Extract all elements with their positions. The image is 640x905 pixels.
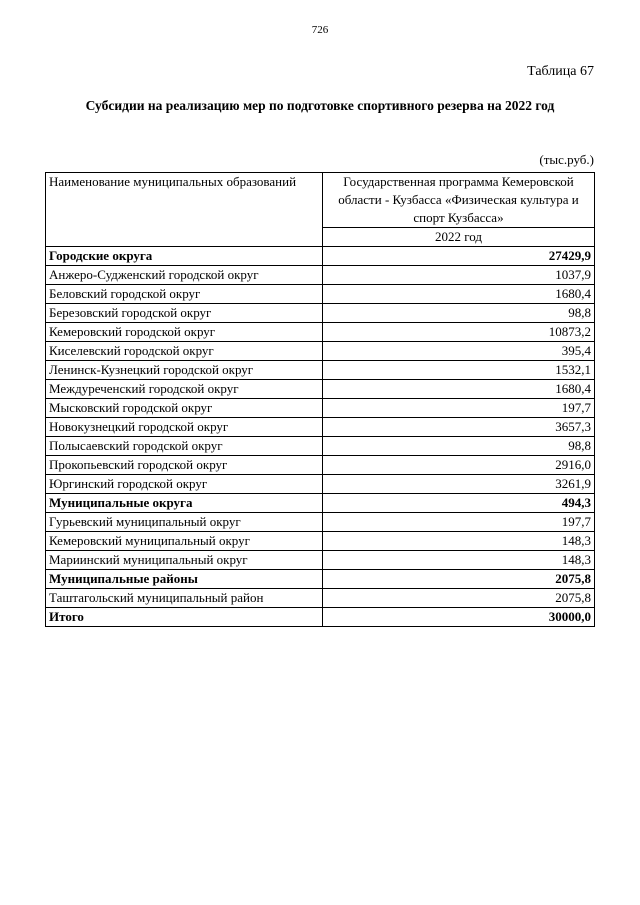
units-label: (тыс.руб.) [539, 152, 594, 167]
table-row [46, 380, 595, 399]
table-row [46, 266, 595, 285]
row-name-cell: Гурьевский муниципальный округ [46, 513, 323, 532]
table-row [46, 589, 595, 608]
table-group-row [46, 494, 595, 513]
row-name-cell: Городские округа [46, 247, 323, 266]
table-row [46, 437, 595, 456]
document-title: Субсидии на реализацию мер по подготовке спортивного резерва на 2022 год [85, 98, 555, 113]
page-number: 726 [311, 24, 329, 36]
row-value-cell: 197,7 [323, 399, 595, 418]
table-group-row [46, 570, 595, 589]
row-name-cell: Беловский городской округ [46, 285, 323, 304]
row-name-cell: Таштагольский муниципальный район [46, 589, 323, 608]
row-name-cell: Итого [46, 608, 323, 627]
row-name-cell: Анжеро-Судженский городской округ [46, 266, 323, 285]
row-name-cell: Междуреченский городской округ [46, 380, 323, 399]
row-name-cell: Кемеровский городской округ [46, 323, 323, 342]
subsidies-table [45, 172, 595, 627]
row-value-cell: 27429,9 [323, 247, 595, 266]
table-row [46, 532, 595, 551]
row-value-cell: 197,7 [323, 513, 595, 532]
table-row [46, 342, 595, 361]
row-name-cell: Киселевский городской округ [46, 342, 323, 361]
row-value-cell: 98,8 [323, 304, 595, 323]
row-value-cell: 2075,8 [323, 589, 595, 608]
row-value-cell: 1680,4 [323, 285, 595, 304]
table-row [46, 285, 595, 304]
row-value-cell: 3657,3 [323, 418, 595, 437]
row-value-cell: 3261,9 [323, 475, 595, 494]
header-name-column: Наименование муниципальных образований [46, 173, 323, 247]
row-name-cell: Муниципальные округа [46, 494, 323, 513]
row-value-cell: 148,3 [323, 551, 595, 570]
table-row [46, 456, 595, 475]
table-row [46, 475, 595, 494]
row-value-cell: 2916,0 [323, 456, 595, 475]
row-name-cell: Полысаевский городской округ [46, 437, 323, 456]
table-row [46, 399, 595, 418]
row-name-cell: Новокузнецкий городской округ [46, 418, 323, 437]
row-name-cell: Мариинский муниципальный округ [46, 551, 323, 570]
row-name-cell: Ленинск-Кузнецкий городской округ [46, 361, 323, 380]
row-value-cell: 10873,2 [323, 323, 595, 342]
table-row [46, 513, 595, 532]
row-value-cell: 494,3 [323, 494, 595, 513]
row-value-cell: 1532,1 [323, 361, 595, 380]
header-year-column: 2022 год [323, 228, 595, 247]
row-name-cell: Березовский городской округ [46, 304, 323, 323]
table-group-row [46, 247, 595, 266]
row-value-cell: 2075,8 [323, 570, 595, 589]
row-name-cell: Мысковский городской округ [46, 399, 323, 418]
table-row [46, 551, 595, 570]
table-group-row [46, 608, 595, 627]
table-row [46, 361, 595, 380]
row-value-cell: 148,3 [323, 532, 595, 551]
row-name-cell: Юргинский городской округ [46, 475, 323, 494]
header-program-column: Государственная программа Кемеровской области - Кузбасса «Физическая культура и спорт Кузбасса» [323, 173, 595, 228]
table-caption: Таблица 67 [527, 64, 594, 79]
row-name-cell: Прокопьевский городской округ [46, 456, 323, 475]
row-value-cell: 1037,9 [323, 266, 595, 285]
row-value-cell: 98,8 [323, 437, 595, 456]
row-value-cell: 30000,0 [323, 608, 595, 627]
row-name-cell: Муниципальные районы [46, 570, 323, 589]
table-row [46, 323, 595, 342]
table-body [46, 247, 595, 627]
row-value-cell: 395,4 [323, 342, 595, 361]
table-row [46, 418, 595, 437]
table-row [46, 304, 595, 323]
row-name-cell: Кемеровский муниципальный округ [46, 532, 323, 551]
row-value-cell: 1680,4 [323, 380, 595, 399]
